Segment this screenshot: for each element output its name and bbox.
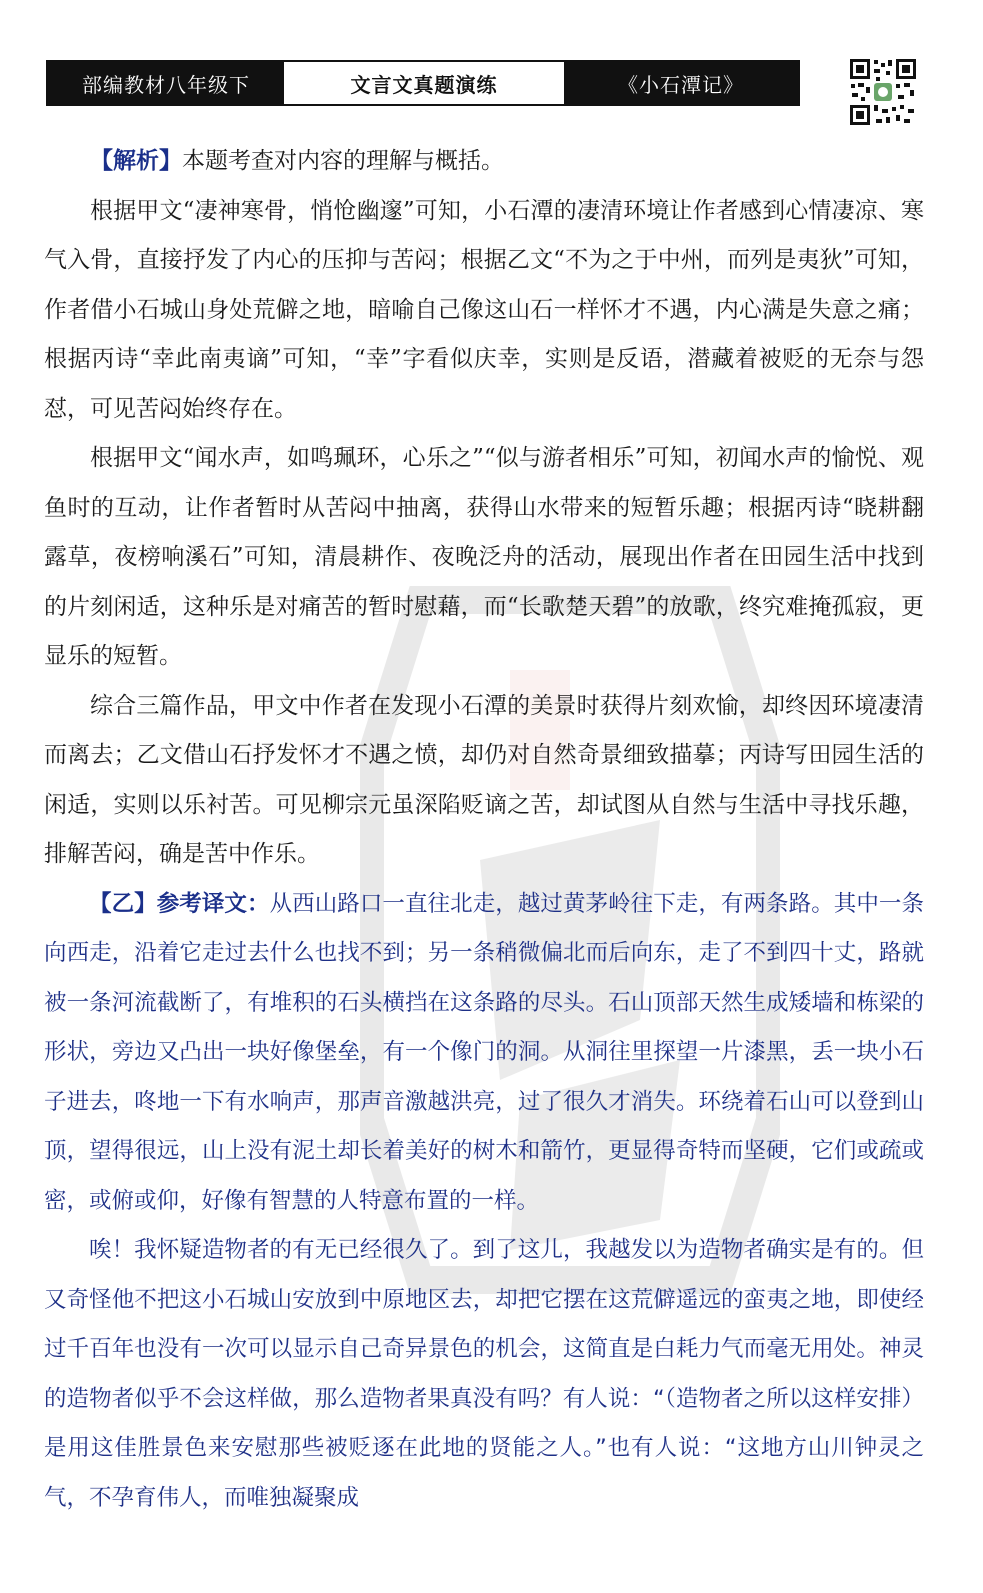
analysis-tag: 【解析】 [90, 147, 182, 174]
analysis-paragraph-3: 综合三篇作品，甲文中作者在发现小石潭的美景时获得片刻欢愉，却终因环境凄清而离去；乙文借山石抒发怀才不遇之愤，却仍对自然奇景细致描摹；丙诗写田园生活的闲适，实则以乐衬苦。可见柳宗元虽深陷贬谪之苦，却试图从自然与生活中寻找乐趣，排解苦闷，确是苦中作乐。 [44, 692, 924, 867]
analysis-intro-text: 本题考查对内容的理解与概括。 [182, 148, 504, 174]
qr-code-icon [848, 57, 918, 127]
header-title: 《小石潭记》 [564, 62, 798, 104]
translation-paragraph-2: 唉！我怀疑造物者的有无已经很久了。到了这儿，我越发以为造物者确实是有的。但又奇怪他不把这小石城山安放到中原地区去，却把它摆在这荒僻遥远的蛮夷之地，即使经过千百年也没有一次可以显示自己奇异景色的机会，这简直是白耗力气而毫无用处。神灵的造物者似乎不会这样做，那么造物者果真没有吗？有人说：“（造物者之所以这样安排）是用这佳胜景色来安慰那些被贬逐在此地的贤能之人。”也有人说：“这地方山川钟灵之气，不孕育伟人，而唯独凝聚成 [44, 1237, 924, 1511]
page-body [44, 136, 924, 1523]
analysis-intro [44, 136, 924, 187]
analysis-paragraph-2: 根据甲文“闻水声，如鸣珮环，心乐之”“似与游者相乐”可知，初闻水声的愉悦、观鱼时的互动，让作者暂时从苦闷中抽离，获得山水带来的短暂乐趣；根据丙诗“晓耕翻露草，夜榜响溪石”可知，清晨耕作、夜晚泛舟的活动，展现出作者在田园生活中找到的片刻闲适，这种乐是对痛苦的暂时慰藉，而“长歌楚天碧”的放歌，终究难掩孤寂，更显乐的短暂。 [44, 445, 924, 669]
page-header [46, 60, 800, 106]
translation-p1-text: 从西山路口一直往北走，越过黄茅岭往下走，有两条路。其中一条向西走，沿着它走过去什么也找不到；另一条稍微偏北而后向东，走了不到四十丈，路就被一条河流截断了，有堆积的石头横挡在这条路的尽头。石山顶部天然生成矮墙和栋梁的形状，旁边又凸出一块好像堡垒，有一个像门的洞。从洞往里探望一片漆黑，丢一块小石子进去，咚地一下有水响声，那声音激越洪亮，过了很久才消失。环绕着石山可以登到山顶，望得很远，山上没有泥土却长着美好的树木和箭竹，更显得奇特而坚硬，它们或疏或密，或俯或仰，好像有智慧的人特意布置的一样。 [44, 890, 924, 1214]
header-topic: 文言文真题演练 [284, 62, 564, 104]
translation-tag: 【乙】参考译文： [89, 890, 270, 917]
translation-paragraph-1 [44, 880, 924, 1227]
analysis-paragraph-1: 根据甲文“凄神寒骨，悄怆幽邃”可知，小石潭的凄清环境让作者感到心情凄凉、寒气入骨，直接抒发了内心的压抑与苦闷；根据乙文“不为之于中州，而列是夷狄”可知，作者借小石城山身处荒僻之地，暗喻自己像这山石一样怀才不遇，内心满是失意之痛；根据丙诗“幸此南夷谪”可知，“幸”字看似庆幸，实则是反语，潜藏着被贬的无奈与怨怼，可见苦闷始终存在。 [44, 197, 924, 422]
translation-section [44, 880, 924, 1524]
header-grade: 部编教材八年级下 [48, 62, 284, 104]
